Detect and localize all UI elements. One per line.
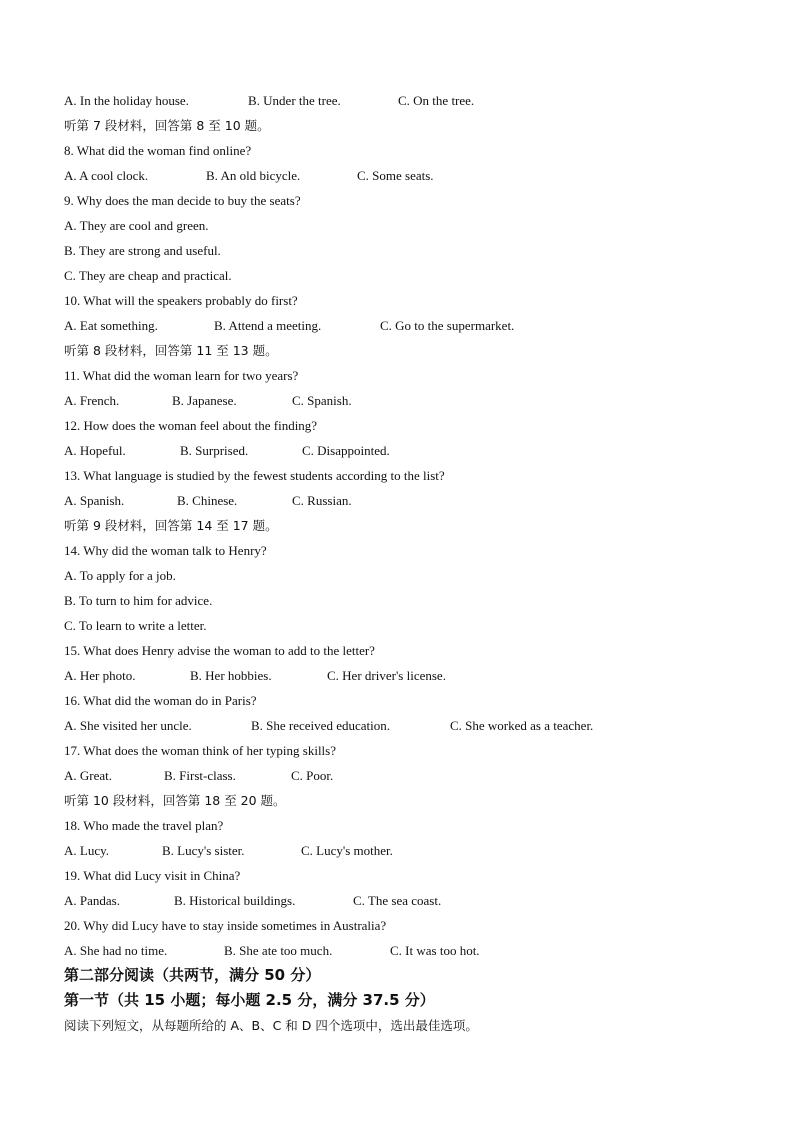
question-line: 9. Why does the man decide to buy the seats?	[64, 193, 301, 208]
answer-option: B. She ate too much.	[224, 943, 333, 958]
exam-page	[64, 88, 744, 1038]
section-heading: 第二部分阅读（共两节，满分 50 分）	[64, 966, 321, 984]
section-instruction: 阅读下列短文，从每题所给的 A、B、C 和 D 四个选项中，选出最佳选项。	[64, 1018, 478, 1033]
answer-option: A. A cool clock.	[64, 168, 149, 183]
section-heading: 第一节（共 15 小题；每小题 2.5 分，满分 37.5 分）	[64, 991, 435, 1009]
question-line: 11. What did the woman learn for two years?	[64, 368, 299, 383]
answer-options-row	[64, 163, 744, 188]
answer-option: C. She worked as a teacher.	[450, 718, 594, 733]
answer-option: B. Lucy's sister.	[162, 843, 245, 858]
question-line: 12. How does the woman feel about the finding?	[64, 418, 318, 433]
answer-option: A. Pandas.	[64, 893, 120, 908]
answer-option: C. Spanish.	[292, 393, 352, 408]
question-line: A. To apply for a job.	[64, 568, 176, 583]
answer-option: B. Attend a meeting.	[214, 318, 322, 333]
answer-option: B. She received education.	[251, 718, 390, 733]
answer-option: A. In the holiday house.	[64, 93, 189, 108]
question-line: 10. What will the speakers probably do first?	[64, 293, 298, 308]
answer-options-row	[64, 388, 744, 413]
answer-option: C. Russian.	[292, 493, 352, 508]
question-line: 14. Why did the woman talk to Henry?	[64, 543, 267, 558]
answer-option: C. On the tree.	[398, 93, 475, 108]
question-line: 16. What did the woman do in Paris?	[64, 693, 257, 708]
answer-option: A. Spanish.	[64, 493, 125, 508]
answer-option: C. Go to the supermarket.	[380, 318, 515, 333]
answer-option: C. It was too hot.	[390, 943, 480, 958]
question-line: A. They are cool and green.	[64, 218, 209, 233]
question-line: 8. What did the woman find online?	[64, 143, 252, 158]
answer-options-row	[64, 888, 744, 913]
question-line: 20. Why did Lucy have to stay inside sometimes in Australia?	[64, 918, 387, 933]
answer-option: C. The sea coast.	[353, 893, 442, 908]
answer-options-row	[64, 838, 744, 863]
answer-option: B. Japanese.	[172, 393, 237, 408]
answer-option: C. Poor.	[291, 768, 334, 783]
question-line: 17. What does the woman think of her typing skills?	[64, 743, 336, 758]
answer-options-row	[64, 88, 744, 113]
question-line: 15. What does Henry advise the woman to add to the letter?	[64, 643, 375, 658]
answer-option: B. Under the tree.	[248, 93, 341, 108]
answer-option: C. Disappointed.	[302, 443, 390, 458]
answer-options-row	[64, 438, 744, 463]
question-line: B. To turn to him for advice.	[64, 593, 213, 608]
answer-option: B. Historical buildings.	[174, 893, 296, 908]
answer-option: B. Surprised.	[180, 443, 249, 458]
question-line: C. To learn to write a letter.	[64, 618, 207, 633]
answer-option: B. Her hobbies.	[190, 668, 272, 683]
answer-options-row	[64, 488, 744, 513]
answer-option: A. Hopeful.	[64, 443, 126, 458]
answer-option: A. French.	[64, 393, 120, 408]
answer-option: C. Her driver's license.	[327, 668, 446, 683]
answer-option: A. Lucy.	[64, 843, 110, 858]
answer-option: A. She visited her uncle.	[64, 718, 192, 733]
answer-options-row	[64, 713, 744, 738]
question-line: 19. What did Lucy visit in China?	[64, 868, 241, 883]
answer-option: B. Chinese.	[177, 493, 238, 508]
answer-options-row	[64, 763, 744, 788]
answer-options-row	[64, 938, 744, 963]
answer-option: C. Some seats.	[357, 168, 434, 183]
answer-option: C. Lucy's mother.	[301, 843, 393, 858]
listening-instruction: 听第 8 段材料，回答第 11 至 13 题。	[64, 343, 278, 358]
answer-option: B. First-class.	[164, 768, 236, 783]
answer-option: A. Eat something.	[64, 318, 158, 333]
answer-option: A. Great.	[64, 768, 113, 783]
listening-instruction: 听第 10 段材料，回答第 18 至 20 题。	[64, 793, 286, 808]
answer-options-row	[64, 313, 744, 338]
answer-option: A. Her photo.	[64, 668, 136, 683]
answer-option: B. An old bicycle.	[206, 168, 301, 183]
listening-instruction: 听第 7 段材料，回答第 8 至 10 题。	[64, 118, 270, 133]
question-line: C. They are cheap and practical.	[64, 268, 232, 283]
question-line: 18. Who made the travel plan?	[64, 818, 224, 833]
answer-option: A. She had no time.	[64, 943, 168, 958]
question-line: 13. What language is studied by the fewest students according to the list?	[64, 468, 445, 483]
question-line: B. They are strong and useful.	[64, 243, 221, 258]
listening-instruction: 听第 9 段材料，回答第 14 至 17 题。	[64, 518, 278, 533]
answer-options-row	[64, 663, 744, 688]
